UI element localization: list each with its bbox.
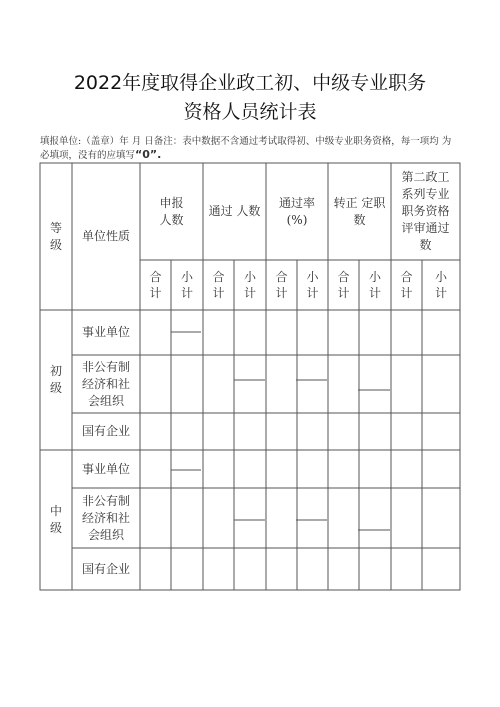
subheader-char: 计: [275, 286, 288, 300]
subheader-char: 小: [306, 270, 319, 284]
header-level-char: 等: [49, 220, 62, 235]
subheader-char: 计: [368, 286, 381, 300]
form-note-line1: 填报单位:（盖章）年 月 日备注：表中数据不含通过考试取得初、中级专业职务资格，每一项均 为: [40, 136, 452, 147]
subheader-char: 计: [400, 286, 413, 300]
header-unit-type: 单位性质: [81, 229, 130, 243]
unit-type-line: 非公有制: [81, 493, 130, 508]
header-series-line: 数: [419, 238, 432, 252]
header-regular-line: 数: [353, 212, 366, 227]
subheader-total: [391, 260, 422, 310]
page-title-line2: 资格人员统计表: [183, 101, 317, 123]
subheader-char: 小: [243, 270, 256, 284]
page-title-line1: 2022年度取得企业政工初、中级专业职务: [73, 72, 427, 94]
subheader-subtotal: [422, 260, 460, 310]
header-series-line: 第二政工: [401, 170, 450, 184]
unit-type-cell: [72, 355, 140, 413]
form-note-text: 必填项，没有的应填写: [40, 150, 136, 161]
header-level: [40, 163, 72, 310]
unit-type-cell: [72, 488, 140, 548]
subheader-total: [266, 260, 297, 310]
subheader-char: 计: [180, 286, 193, 300]
header-regular-count: [328, 163, 391, 260]
subheader-char: 计: [306, 286, 319, 300]
header-series-line: 系列专业: [401, 187, 450, 201]
header-level-char: 级: [49, 237, 62, 252]
subheader-total: [328, 260, 359, 310]
subheader-char: 计: [212, 286, 225, 300]
subheader-char: 合: [275, 270, 288, 284]
subheader-char: 计: [337, 286, 350, 300]
subheader-subtotal: [297, 260, 328, 310]
level-label-junior: [40, 310, 72, 450]
header-regular-line: 转正 定职: [333, 195, 386, 210]
subheader-char: 小: [434, 270, 447, 284]
subheader-char: 合: [337, 270, 350, 284]
unit-type-line: 会组织: [87, 527, 124, 542]
header-applied-line: 人数: [159, 212, 184, 227]
header-applied-line: 申报: [159, 195, 184, 210]
subheader-total: [203, 260, 234, 310]
level-label-intermediate: [40, 450, 72, 590]
level-char: 初: [49, 364, 62, 378]
subheader-total: [140, 260, 171, 310]
header-pass-rate: [266, 163, 328, 260]
subheader-char: 计: [434, 286, 447, 300]
header-series-count: [391, 163, 460, 260]
unit-type-cell: 事业单位: [81, 325, 130, 339]
subheader-char: 合: [400, 270, 413, 284]
subheader-char: 合: [149, 270, 162, 284]
subheader-subtotal: [171, 260, 203, 310]
header-pass-rate-line: 通过率: [278, 195, 315, 210]
level-char: 级: [49, 521, 62, 535]
unit-type-cell: 事业单位: [81, 461, 130, 476]
subheader-char: 计: [243, 286, 256, 300]
header-series-line: 职务资格: [401, 204, 450, 218]
header-series-line: 评审通过: [401, 221, 450, 235]
unit-type-line: 经济和社: [81, 376, 130, 391]
header-applied-count: [140, 163, 203, 260]
subheader-char: 合: [212, 270, 225, 284]
header-passed-count: 通过 人数: [208, 204, 261, 218]
level-char: 中: [49, 504, 62, 518]
unit-type-cell: 国有企业: [81, 424, 130, 438]
unit-type-line: 非公有制: [81, 359, 130, 374]
unit-type-line: 经济和社: [81, 510, 130, 525]
subheader-char: 小: [180, 270, 193, 284]
unit-type-cell: 国有企业: [81, 561, 130, 576]
unit-type-line: 会组织: [87, 393, 124, 408]
subheader-subtotal: [359, 260, 391, 310]
form-note-zero: “0”.: [135, 148, 162, 161]
subheader-subtotal: [234, 260, 266, 310]
level-char: 级: [49, 381, 62, 395]
subheader-char: 计: [149, 286, 162, 300]
subheader-char: 小: [368, 270, 381, 284]
header-pass-rate-line: (%): [286, 212, 308, 227]
